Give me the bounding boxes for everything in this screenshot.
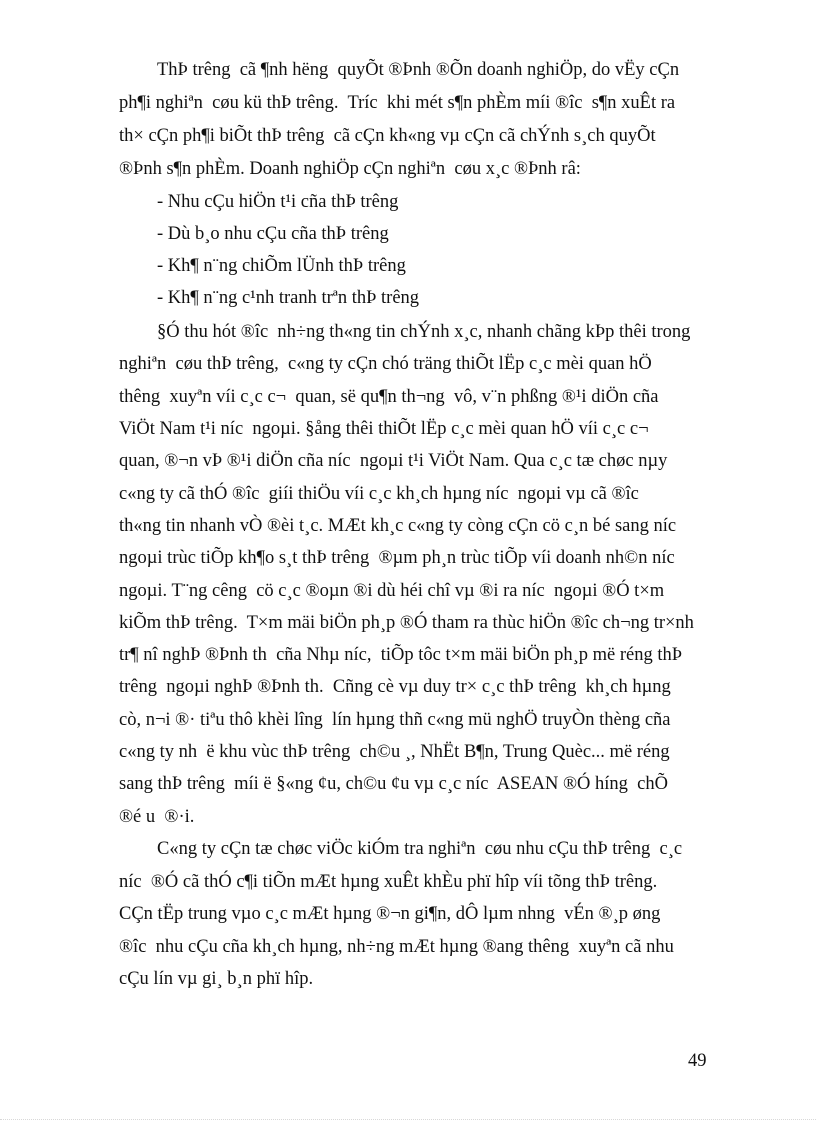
text-line: §Ó thu hót ®îc nh÷ng th«ng tin chÝnh x¸c, nhanh chãng kÞp thêi trong xyxy=(157,322,691,342)
text-line: - Kh¶ n¨ng chiÕm lÜnh thÞ trêng xyxy=(157,256,406,276)
page-bottom-edge xyxy=(0,1119,816,1120)
text-line: CÇn tËp trung vµo c¸c mÆt hµng ®¬n gi¶n, dÔ lµm nhng vÉn ®¸p øng xyxy=(119,904,661,924)
text-line: th× cÇn ph¶i biÕt thÞ trêng cã cÇn kh«ng vµ cÇn cã chÝnh s¸ch quyÕt xyxy=(119,126,656,146)
text-line: th«ng tin nhanh vÒ ®èi t¸c. MÆt kh¸c c«ng ty còng cÇn cö c¸n bé sang níc xyxy=(119,516,677,536)
text-line: quan, ®¬n vÞ ®¹i diÖn cña níc ngoµi t¹i ViÖt Nam. Qua c¸c tæ chøc nµy xyxy=(119,451,668,471)
text-line: ViÖt Nam t¹i níc ngoµi. §ång thêi thiÕt lËp c¸c mèi quan hÖ víi c¸c c¬ xyxy=(119,419,649,439)
text-line: ThÞ trêng cã ¶nh hëng quyÕt ®Þnh ®Õn doanh nghiÖp, do vËy cÇn xyxy=(157,60,680,80)
text-line: nghiªn cøu thÞ trêng, c«ng ty cÇn chó träng thiÕt lËp c¸c mèi quan hÖ xyxy=(119,354,652,374)
text-line: c«ng ty cã thÓ ®îc giíi thiÖu víi c¸c kh¸ch hµng níc ngoµi vµ cã ®îc xyxy=(119,484,639,504)
text-line: ph¶i nghiªn cøu kü thÞ trêng. Tríc khi mét s¶n phÈm míi ®îc s¶n xuÊt ra xyxy=(119,93,676,113)
text-line: - Dù b¸o nhu cÇu cña thÞ trêng xyxy=(157,224,389,244)
text-line: tr¶ nî nghÞ ®Þnh th cña Nhµ níc, tiÕp tôc t×m mäi biÖn ph¸p më réng thÞ xyxy=(119,645,683,665)
text-line: cÇu lín vµ gi¸ b¸n phï hîp. xyxy=(119,969,314,989)
text-line: ®é u ®·i. xyxy=(119,807,195,827)
text-line: kiÕm thÞ trêng. T×m mäi biÖn ph¸p ®Ó tham ra thùc hiÖn ®îc ch¬ng tr×nh xyxy=(119,613,694,633)
text-line: cò, n¬i ®· tiªu thô khèi lîng lín hµng thñ c«ng mü nghÖ truyÒn thèng cña xyxy=(119,710,671,730)
text-line: C«ng ty cÇn tæ chøc viÖc kiÓm tra nghiªn cøu nhu cÇu thÞ trêng c¸c xyxy=(157,839,683,859)
text-line: - Kh¶ n¨ng c¹nh tranh trªn thÞ trêng xyxy=(157,288,420,308)
text-line: níc ®Ó cã thÓ c¶i tiÕn mÆt hµng xuÊt khÈu phï hîp víi tõng thÞ trêng. xyxy=(119,872,658,892)
text-line: trêng ngoµi nghÞ ®Þnh th. Cñng cè vµ duy tr× c¸c thÞ trêng kh¸ch hµng xyxy=(119,677,671,697)
text-line: ®Þnh s¶n phÈm. Doanh nghiÖp cÇn nghiªn cøu x¸c ®Þnh râ: xyxy=(119,159,581,179)
text-line: thêng xuyªn víi c¸c c¬ quan, së qu¶n th¬ng vô, v¨n phßng ®¹i diÖn cña xyxy=(119,387,659,407)
text-line: sang thÞ trêng míi ë §«ng ¢u, ch©u ¢u vµ c¸c níc ASEAN ®Ó híng chÕ xyxy=(119,774,668,794)
page-number: 49 xyxy=(688,1051,707,1071)
text-line: ®îc nhu cÇu cña kh¸ch hµng, nh÷ng mÆt hµng ®ang thêng xuyªn cã nhu xyxy=(119,937,674,957)
text-line: c«ng ty nh ë khu vùc thÞ trêng ch©u ¸, NhËt B¶n, Trung Quèc... më réng xyxy=(119,742,670,762)
text-line: - Nhu cÇu hiÖn t¹i cña thÞ trêng xyxy=(157,192,399,212)
text-line: ngoµi. T¨ng cêng cö c¸c ®oµn ®i dù héi chî vµ ®i ra níc ngoµi ®Ó t×m xyxy=(119,581,665,601)
text-line: ngoµi trùc tiÕp kh¶o s¸t thÞ trêng ®µm ph¸n trùc tiÕp víi doanh nh©n níc xyxy=(119,548,675,568)
